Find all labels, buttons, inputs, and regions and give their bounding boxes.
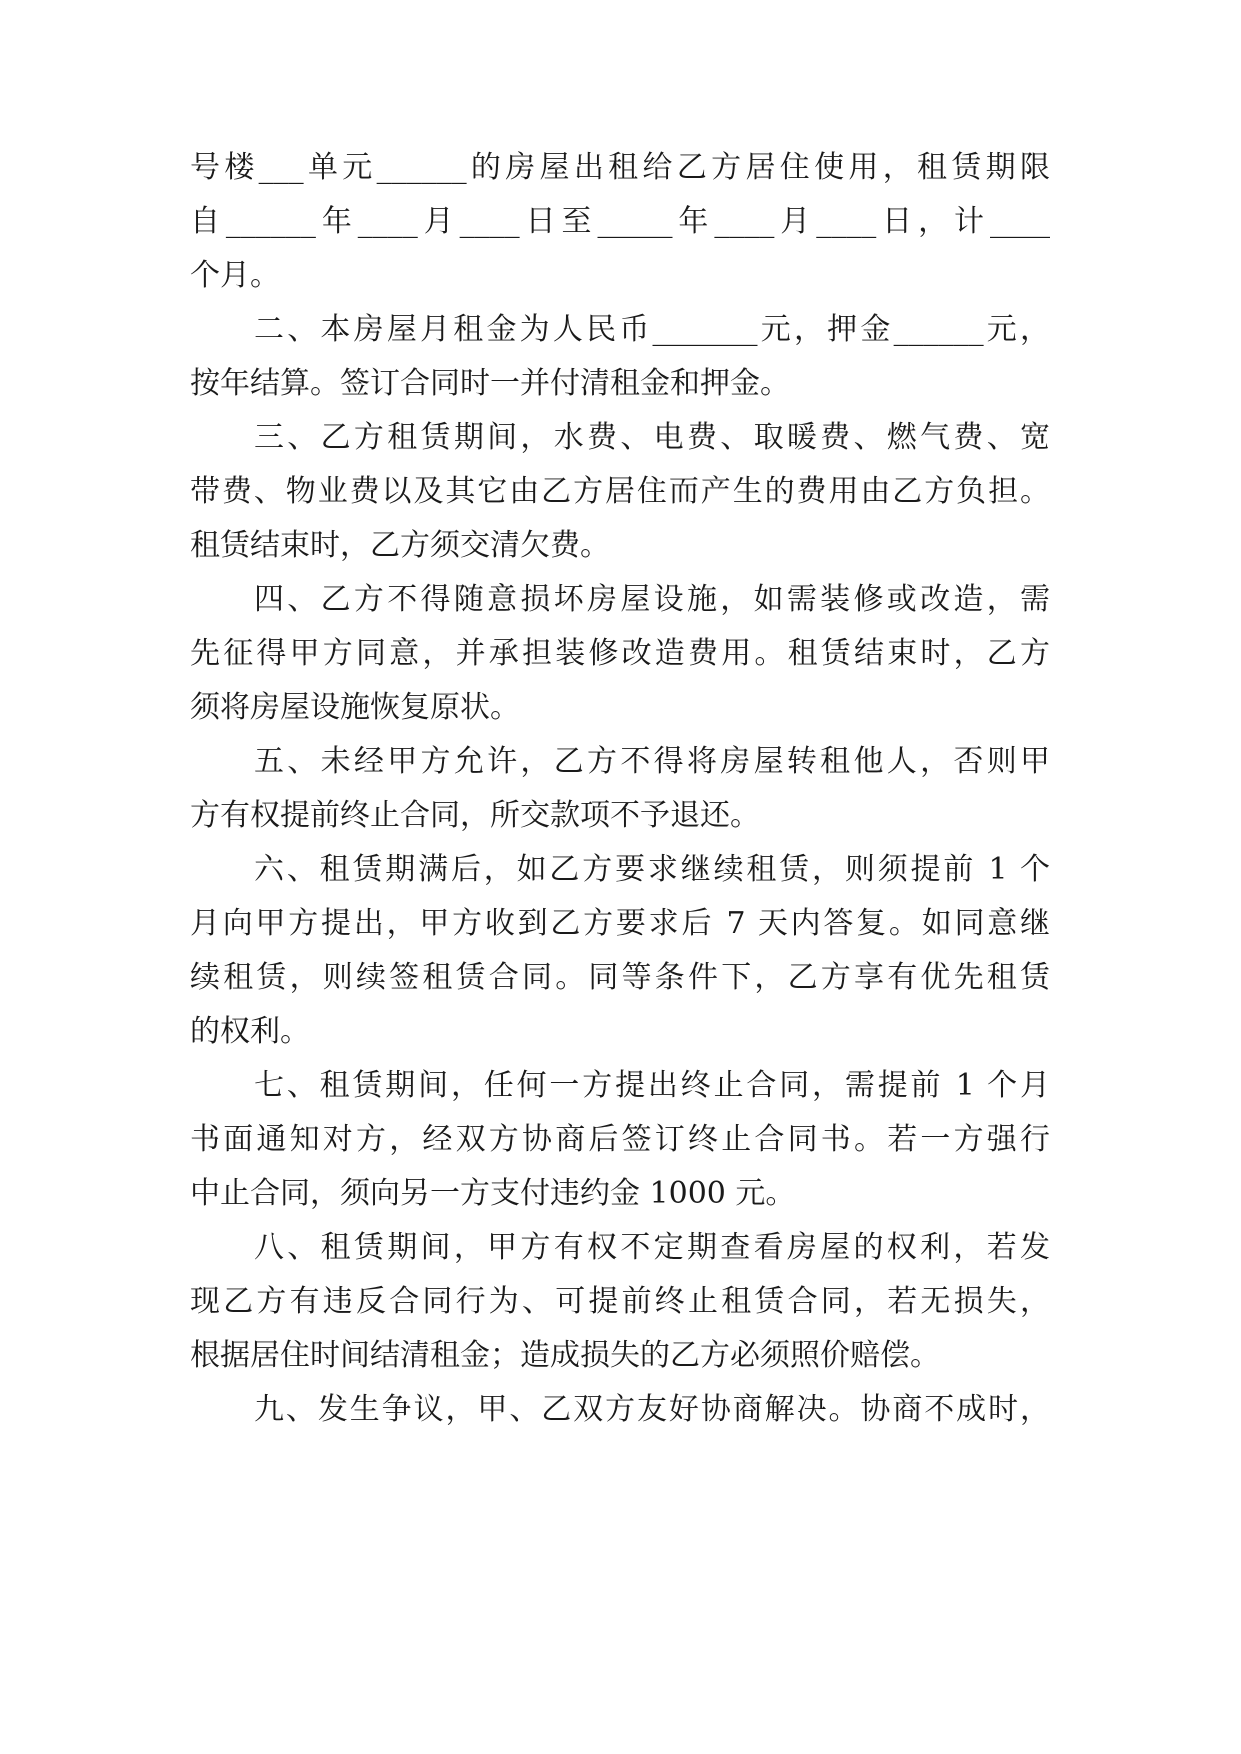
text-line: 中止合同，须向另一方支付违约金 1000 元。: [190, 1176, 796, 1211]
text-line: 带费、物业费以及其它由乙方居住而产生的费用由乙方负担。: [190, 474, 1050, 509]
paragraph-line: 五、未经甲方允许，乙方不得将房屋转租他人，否则甲: [254, 744, 1050, 779]
text-line: 须将房屋设施恢复原状。: [190, 690, 520, 725]
text-line: 续租赁，则续签租赁合同。同等条件下，乙方享有优先租赁: [190, 960, 1050, 995]
paragraph-line: 六、租赁期满后，如乙方要求继续租赁，则须提前 1 个: [254, 852, 1050, 887]
text-line: 月向甲方提出，甲方收到乙方要求后 7 天内答复。如同意继: [190, 906, 1050, 941]
paragraph-line: 七、租赁期间，任何一方提出终止合同，需提前 1 个月: [254, 1068, 1050, 1103]
text-line: 现乙方有违反合同行为、可提前终止租赁合同，若无损失，: [190, 1284, 1050, 1319]
paragraph-line: 二、本房屋月租金为人民币_______元，押金______元，: [254, 312, 1050, 347]
paragraph-line: 四、乙方不得随意损坏房屋设施，如需装修或改造，需: [254, 582, 1050, 617]
text-line: 号楼___单元______的房屋出租给乙方居住使用，租赁期限: [190, 150, 1050, 185]
text-line: 的权利。: [190, 1014, 310, 1049]
paragraph-line: 八、租赁期间，甲方有权不定期查看房屋的权利，若发: [254, 1230, 1050, 1265]
text-line: 个月。: [190, 258, 280, 293]
text-line: 自______年____月____日至_____年____月____日，计____: [190, 204, 1050, 239]
text-line: 方有权提前终止合同，所交款项不予退还。: [190, 798, 760, 833]
paragraph-line: 三、乙方租赁期间，水费、电费、取暖费、燃气费、宽: [254, 420, 1050, 455]
text-line: 租赁结束时，乙方须交清欠费。: [190, 528, 610, 563]
paragraph-line: 九、发生争议，甲、乙双方友好协商解决。协商不成时，: [254, 1392, 1050, 1427]
text-line: 根据居住时间结清租金；造成损失的乙方必须照价赔偿。: [190, 1338, 940, 1373]
text-line: 按年结算。签订合同时一并付清租金和押金。: [190, 366, 790, 401]
text-line: 先征得甲方同意，并承担装修改造费用。租赁结束时，乙方: [190, 636, 1050, 671]
text-line: 书面通知对方，经双方协商后签订终止合同书。若一方强行: [190, 1122, 1050, 1157]
